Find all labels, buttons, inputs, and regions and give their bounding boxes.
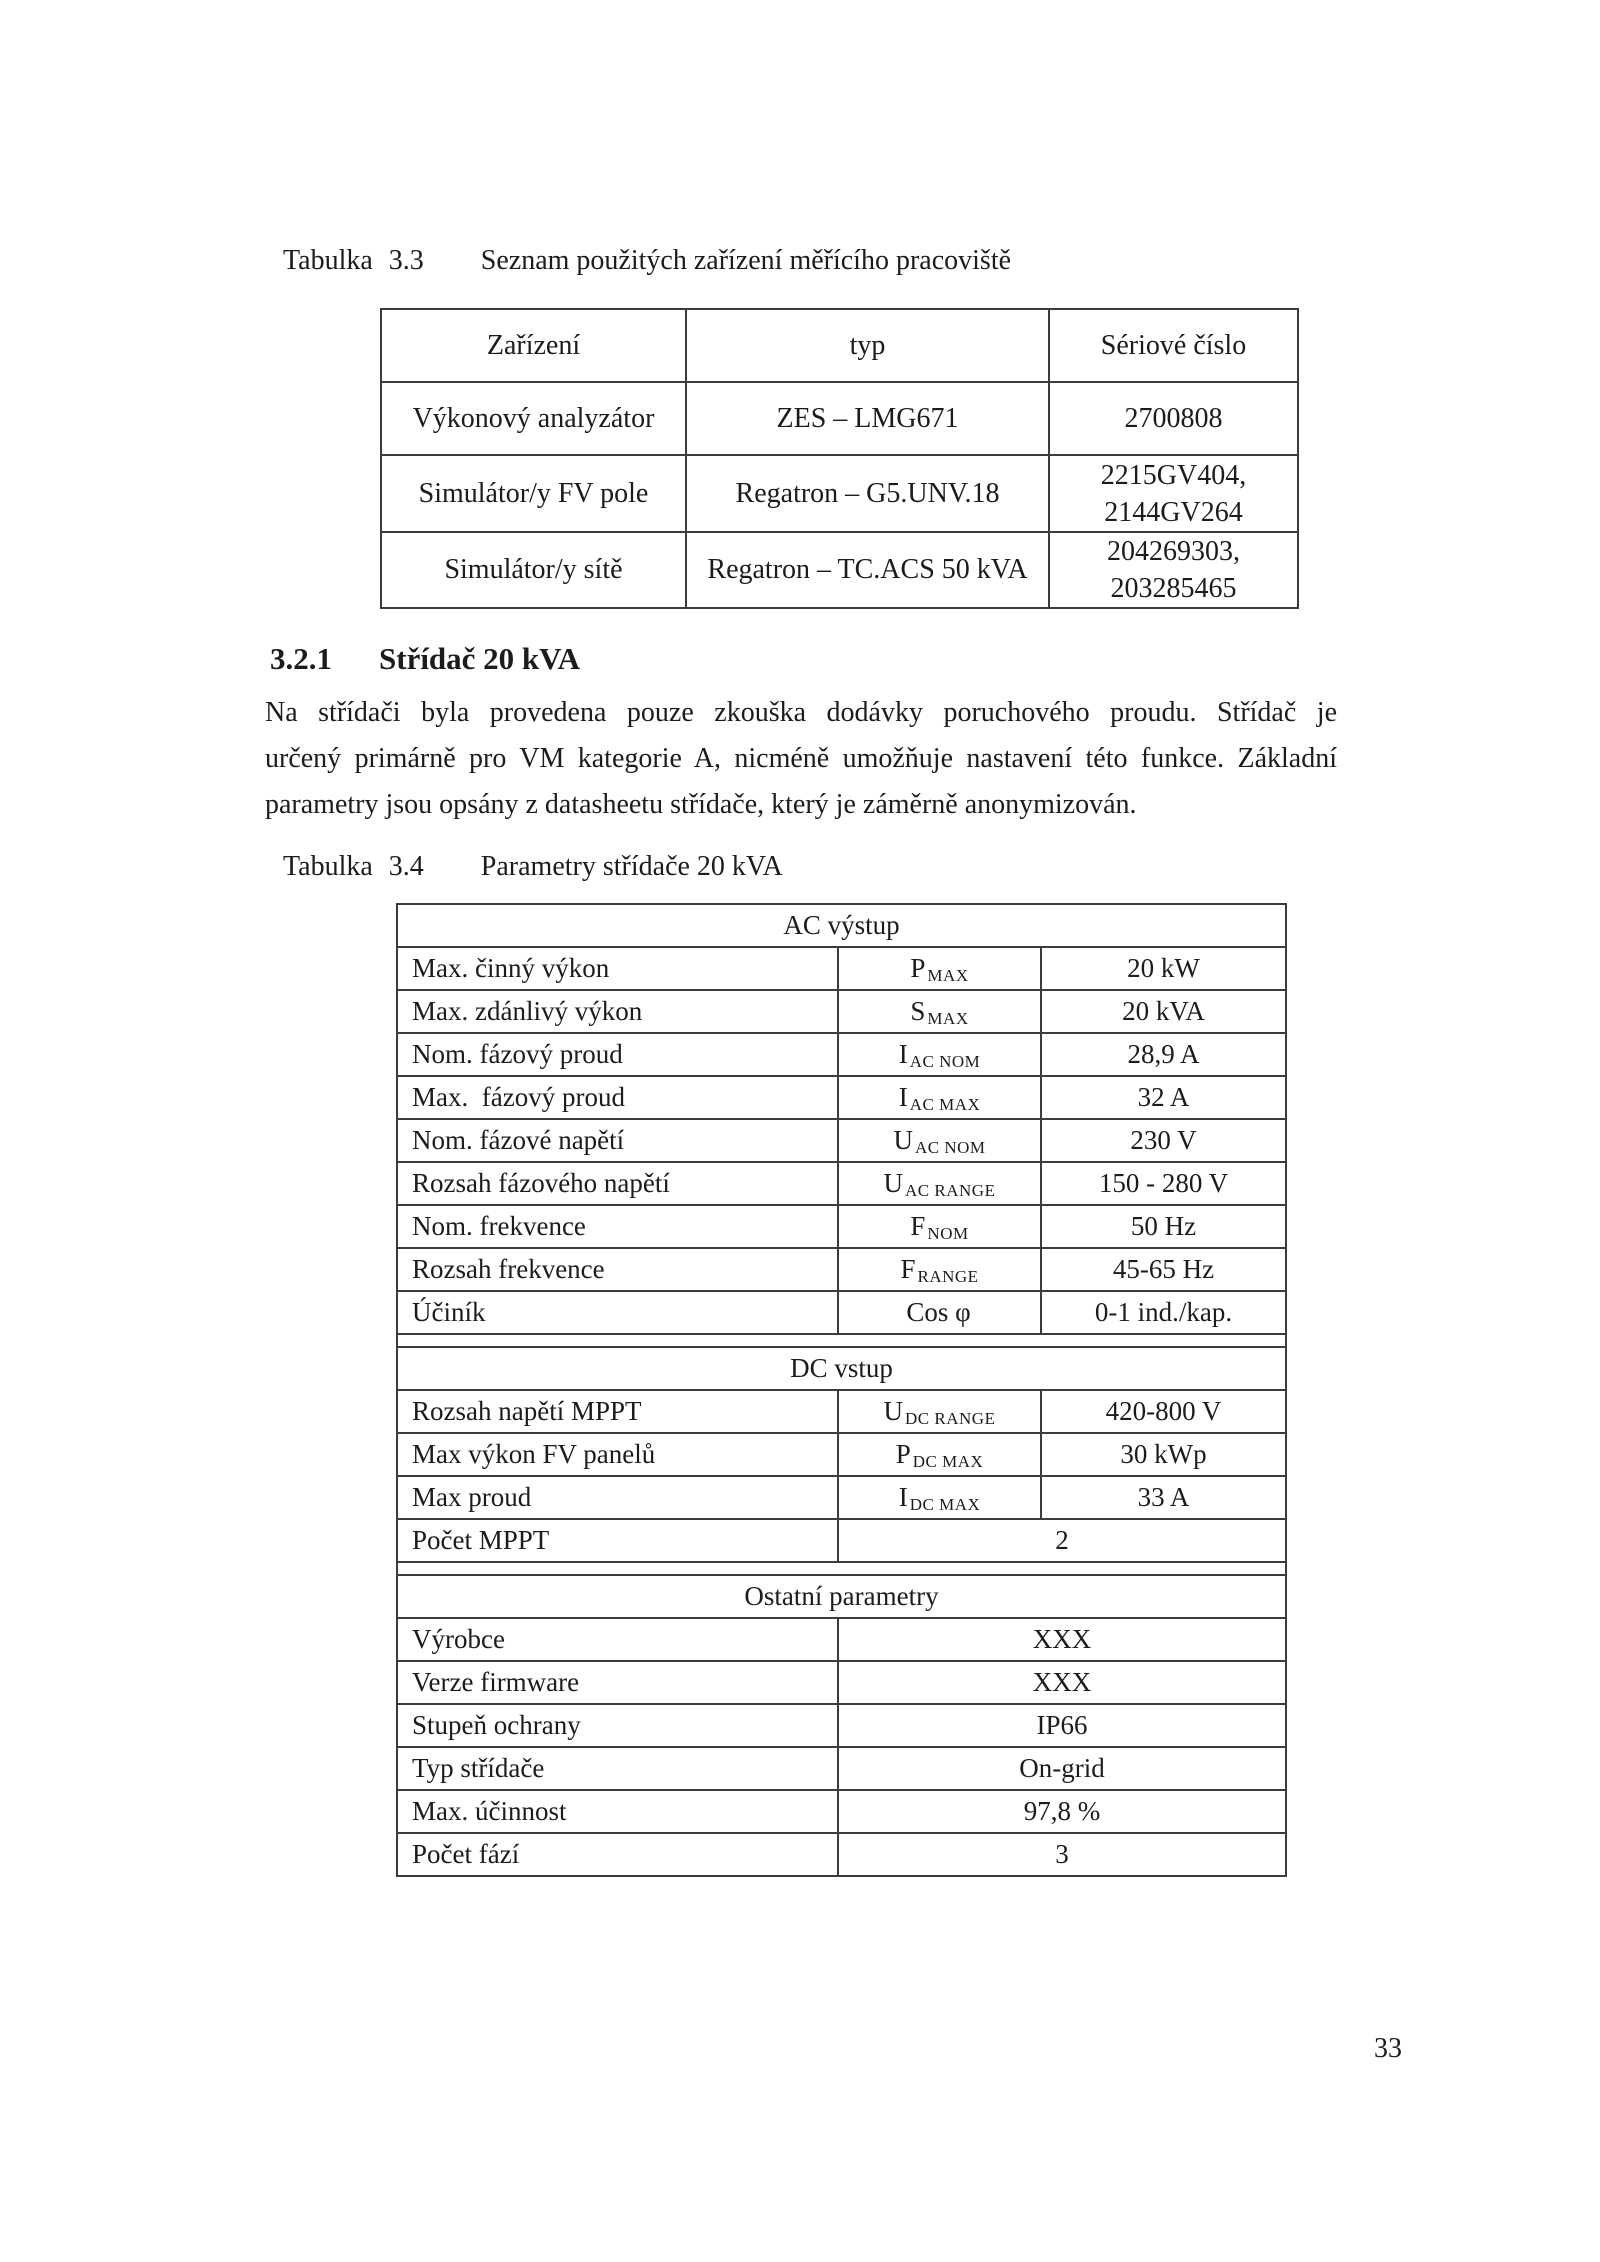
- parameter-value: 20 kW: [1041, 947, 1286, 990]
- parameter-value: 20 kVA: [1041, 990, 1286, 1033]
- caption-number: 3.3: [388, 245, 424, 276]
- caption-label: Tabulka: [283, 245, 373, 276]
- parameter-symbol: [838, 1162, 1041, 1205]
- symbol-base: I: [898, 1039, 908, 1069]
- parameter-row: [397, 1661, 1286, 1704]
- symbol-subscript: DC RANGE: [905, 1409, 996, 1429]
- parameter-row: [397, 1119, 1286, 1162]
- serial-cell: [1049, 532, 1298, 608]
- parameter-row: [397, 1790, 1286, 1833]
- symbol-base: I: [898, 1482, 908, 1512]
- parameter-label: Max. fázový proud: [397, 1076, 838, 1119]
- parameter-symbol: [838, 990, 1041, 1033]
- parameter-value: XXX: [838, 1618, 1286, 1661]
- table-row: [381, 382, 1298, 455]
- device-cell: Simulátor/y sítě: [381, 532, 686, 608]
- devices-table: [380, 308, 1299, 609]
- symbol-subscript: RANGE: [917, 1267, 979, 1287]
- parameter-row: [397, 1162, 1286, 1205]
- spacer-cell: [397, 1334, 1286, 1347]
- device-cell: Simulátor/y FV pole: [381, 455, 686, 532]
- section-spacer-row: [397, 1562, 1286, 1575]
- parameter-row: [397, 1248, 1286, 1291]
- parameter-label: Max výkon FV panelů: [397, 1433, 838, 1476]
- parameter-value: 97,8 %: [838, 1790, 1286, 1833]
- device-cell: Výkonový analyzátor: [381, 382, 686, 455]
- symbol-subscript: DC MAX: [909, 1495, 981, 1515]
- parameter-label: Typ střídače: [397, 1747, 838, 1790]
- parameter-label: Max. účinnost: [397, 1790, 838, 1833]
- table-row: [381, 455, 1298, 532]
- parameter-label: Max proud: [397, 1476, 838, 1519]
- parameter-value: IP66: [838, 1704, 1286, 1747]
- parameter-symbol: [838, 1433, 1041, 1476]
- section-header-row: [397, 1347, 1286, 1390]
- parameter-row: [397, 1390, 1286, 1433]
- parameter-row: [397, 1076, 1286, 1119]
- caption-number: 3.4: [388, 851, 424, 882]
- symbol-subscript: MAX: [927, 966, 969, 986]
- section-header-ac: AC výstup: [397, 904, 1286, 947]
- parameter-label: Počet MPPT: [397, 1519, 838, 1562]
- parameter-label: Nom. fázový proud: [397, 1033, 838, 1076]
- symbol-base: F: [910, 1211, 926, 1241]
- parameter-value: 32 A: [1041, 1076, 1286, 1119]
- section-number: 3.2.1: [270, 641, 332, 676]
- parameter-value: 45-65 Hz: [1041, 1248, 1286, 1291]
- parameter-row: [397, 1476, 1286, 1519]
- section-title: Střídač 20 kVA: [379, 641, 580, 676]
- parameter-symbol: [838, 1390, 1041, 1433]
- parameter-value: On-grid: [838, 1747, 1286, 1790]
- parameter-row: [397, 947, 1286, 990]
- serial-line: 203285465: [1110, 573, 1237, 604]
- serial-cell: 2700808: [1049, 382, 1298, 455]
- parameter-label: Výrobce: [397, 1618, 838, 1661]
- symbol-base: U: [883, 1168, 904, 1198]
- parameter-symbol: [838, 1476, 1041, 1519]
- symbol-subscript: DC MAX: [912, 1452, 984, 1472]
- parameter-row: [397, 1433, 1286, 1476]
- parameter-row: [397, 1704, 1286, 1747]
- parameter-symbol: [838, 947, 1041, 990]
- parameter-label: Rozsah frekvence: [397, 1248, 838, 1291]
- parameter-value: 420-800 V: [1041, 1390, 1286, 1433]
- serial-line: 2215GV404,: [1100, 459, 1247, 491]
- parameter-symbol: [838, 1248, 1041, 1291]
- serial-line: 2144GV264: [1104, 496, 1243, 528]
- parameter-symbol: [838, 1033, 1041, 1076]
- table-3-3-caption: [283, 245, 1011, 277]
- parameter-row: [397, 1033, 1286, 1076]
- parameter-value: 30 kWp: [1041, 1433, 1286, 1476]
- section-spacer-row: [397, 1334, 1286, 1347]
- parameter-label: Stupeň ochrany: [397, 1704, 838, 1747]
- parameter-label: Účiník: [397, 1291, 838, 1334]
- parameter-value: 50 Hz: [1041, 1205, 1286, 1248]
- parameter-label: Nom. frekvence: [397, 1205, 838, 1248]
- symbol-base: P: [895, 1439, 911, 1469]
- parameter-row: [397, 1519, 1286, 1562]
- symbol-subscript: AC NOM: [909, 1052, 981, 1072]
- section-header-dc: DC vstup: [397, 1347, 1286, 1390]
- symbol-base: Cos φ: [906, 1297, 971, 1327]
- section-header-row: [397, 1575, 1286, 1618]
- parameter-value: 230 V: [1041, 1119, 1286, 1162]
- parameter-row: [397, 1833, 1286, 1876]
- body-paragraph: [265, 690, 1337, 828]
- symbol-subscript: AC RANGE: [905, 1181, 996, 1201]
- column-header-serial: Sériové číslo: [1049, 309, 1298, 382]
- caption-title: Parametry střídače 20 kVA: [480, 851, 783, 882]
- symbol-base: U: [893, 1125, 913, 1155]
- parameter-value: 150 - 280 V: [1041, 1162, 1286, 1205]
- parameter-value: 2: [838, 1519, 1286, 1562]
- paragraph-line: určený primárně pro VM kategorie A, nicméně umožňuje nastavení této funkce. Základní: [265, 743, 1337, 774]
- symbol-subscript: AC NOM: [914, 1138, 986, 1158]
- parameter-label: Počet fází: [397, 1833, 838, 1876]
- section-header-row: [397, 904, 1286, 947]
- symbol-base: S: [910, 996, 926, 1026]
- parameter-symbol: [838, 1119, 1041, 1162]
- section-heading: [270, 641, 580, 677]
- parameter-row: [397, 1618, 1286, 1661]
- symbol-subscript: NOM: [927, 1224, 969, 1244]
- parameter-value: 28,9 A: [1041, 1033, 1286, 1076]
- serial-line: 204269303,: [1107, 536, 1240, 567]
- parameter-value: 33 A: [1041, 1476, 1286, 1519]
- parameter-row: [397, 990, 1286, 1033]
- parameter-row: [397, 1291, 1286, 1334]
- parameter-label: Rozsah fázového napětí: [397, 1162, 838, 1205]
- inverter-parameters-table: [396, 903, 1287, 1877]
- symbol-base: I: [898, 1082, 908, 1112]
- parameter-symbol: [838, 1291, 1041, 1334]
- caption-title: Seznam použitých zařízení měřícího pracoviště: [480, 245, 1012, 276]
- parameter-label: Max. činný výkon: [397, 947, 838, 990]
- spacer-cell: [397, 1562, 1286, 1575]
- parameter-symbol: [838, 1076, 1041, 1119]
- symbol-subscript: MAX: [927, 1009, 969, 1029]
- symbol-base: P: [910, 953, 926, 983]
- caption-label: Tabulka: [283, 851, 373, 882]
- parameter-row: [397, 1747, 1286, 1790]
- table-3-4-caption: [283, 851, 783, 883]
- parameter-label: Verze firmware: [397, 1661, 838, 1704]
- page-number: 33: [1374, 2033, 1402, 2064]
- type-cell: Regatron – TC.ACS 50 kVA: [686, 532, 1049, 608]
- parameter-row: [397, 1205, 1286, 1248]
- serial-cell: [1049, 455, 1298, 532]
- parameter-label: Nom. fázové napětí: [397, 1119, 838, 1162]
- parameter-label: Max. zdánlivý výkon: [397, 990, 838, 1033]
- symbol-base: F: [900, 1254, 916, 1284]
- type-cell: Regatron – G5.UNV.18: [686, 455, 1049, 532]
- column-header-type: typ: [686, 309, 1049, 382]
- section-header-other: Ostatní parametry: [397, 1575, 1286, 1618]
- table-row: [381, 532, 1298, 608]
- paragraph-line: Na střídači byla provedena pouze zkouška dodávky poruchového proudu. Střídač je: [265, 697, 1337, 728]
- parameter-label: Rozsah napětí MPPT: [397, 1390, 838, 1433]
- parameter-symbol: [838, 1205, 1041, 1248]
- table-header-row: [381, 309, 1298, 382]
- symbol-subscript: AC MAX: [909, 1095, 981, 1115]
- type-cell: ZES – LMG671: [686, 382, 1049, 455]
- symbol-base: U: [883, 1396, 904, 1426]
- parameter-value: 0-1 ind./kap.: [1041, 1291, 1286, 1334]
- parameter-value: 3: [838, 1833, 1286, 1876]
- paragraph-line: parametry jsou opsány z datasheetu střídače, který je záměrně anonymizován.: [265, 789, 1137, 820]
- parameter-value: XXX: [838, 1661, 1286, 1704]
- column-header-device: Zařízení: [381, 309, 686, 382]
